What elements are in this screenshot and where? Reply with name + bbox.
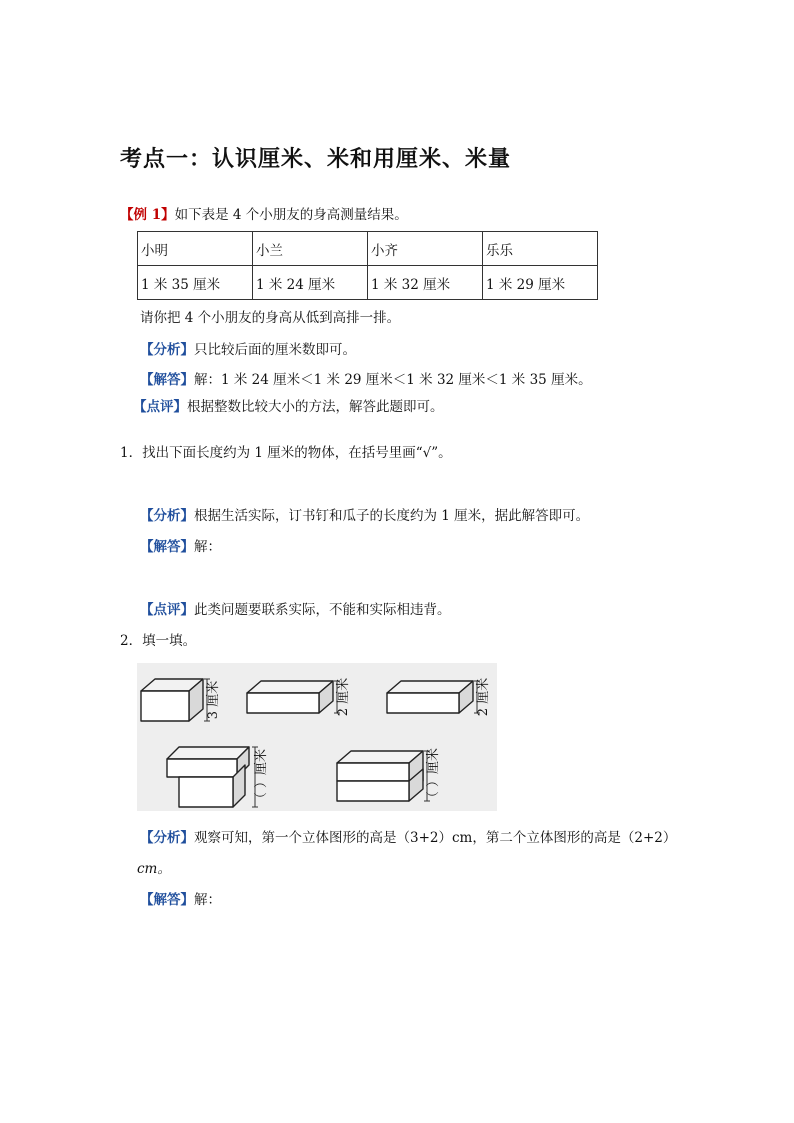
analysis-tag: 【分析】 — [140, 342, 194, 358]
comment-text: 此类问题要联系实际，不能和实际相违背。 — [194, 602, 451, 618]
blocks-figure — [137, 663, 497, 811]
table-cell: 小兰 — [253, 232, 368, 266]
table-cell: 1 米 32 厘米 — [368, 266, 483, 300]
comment-tag: 【点评】 — [140, 602, 194, 618]
label-block-5: （ ）厘米 — [426, 747, 441, 805]
table-cell: 小齐 — [368, 232, 483, 266]
analysis-text: 观察可知，第一个立体图形的高是（3+2）cm，第二个立体图形的高是（2+2） — [194, 830, 677, 846]
example-question: 请你把 4 个小朋友的身高从低到高排一排。 — [140, 310, 401, 326]
q2-analysis — [140, 829, 676, 847]
table-cell: 小明 — [138, 232, 253, 266]
example-tag: 【例 1】 — [120, 207, 175, 223]
q1-answer — [140, 538, 221, 556]
block-5 — [337, 751, 423, 801]
question-2: 2．填一填。 — [120, 633, 197, 649]
comment-text: 根据整数比较大小的方法，解答此题即可。 — [187, 399, 444, 415]
block-4 — [167, 747, 249, 807]
example-analysis — [140, 341, 356, 359]
label-block-4: （ ）厘米 — [254, 748, 269, 806]
question-1: 1．找出下面长度约为 1 厘米的物体，在括号里画“√”。 — [120, 445, 452, 461]
table-row — [138, 266, 598, 300]
page-title: 考点一：认识厘米、米和用厘米、米量 — [120, 147, 512, 172]
answer-tag: 【解答】 — [140, 539, 194, 555]
height-table — [137, 231, 598, 300]
q1-comment — [140, 601, 451, 619]
analysis-text: 只比较后面的厘米数即可。 — [194, 342, 356, 358]
block-1 — [141, 679, 203, 721]
table-cell: 1 米 29 厘米 — [483, 266, 598, 300]
q1-analysis — [140, 507, 589, 525]
analysis-text: 根据生活实际，订书钉和瓜子的长度约为 1 厘米，据此解答即可。 — [194, 508, 590, 524]
q2-analysis-cont: cm。 — [137, 861, 171, 877]
table-row — [138, 232, 598, 266]
answer-text: 解： — [194, 892, 221, 908]
analysis-tag: 【分析】 — [140, 508, 194, 524]
label-block-3: 2 厘米 — [476, 677, 491, 717]
answer-tag: 【解答】 — [140, 372, 194, 388]
answer-tag: 【解答】 — [140, 892, 194, 908]
label-block-1: 3 厘米 — [206, 680, 221, 720]
analysis-tag: 【分析】 — [140, 830, 194, 846]
table-cell: 1 米 35 厘米 — [138, 266, 253, 300]
answer-text: 解： — [194, 539, 221, 555]
label-block-2: 2 厘米 — [336, 677, 351, 717]
comment-tag: 【点评】 — [133, 399, 187, 415]
answer-text: 解：1 米 24 厘米＜1 米 29 厘米＜1 米 32 厘米＜1 米 35 厘米。 — [194, 372, 592, 388]
example-comment — [133, 398, 444, 416]
block-3 — [387, 681, 473, 713]
q2-answer — [140, 891, 221, 909]
example-answer — [140, 371, 592, 389]
example-intro — [120, 206, 408, 224]
block-2 — [247, 681, 333, 713]
table-cell: 乐乐 — [483, 232, 598, 266]
example-intro-text: 如下表是 4 个小朋友的身高测量结果。 — [174, 207, 408, 223]
table-cell: 1 米 24 厘米 — [253, 266, 368, 300]
